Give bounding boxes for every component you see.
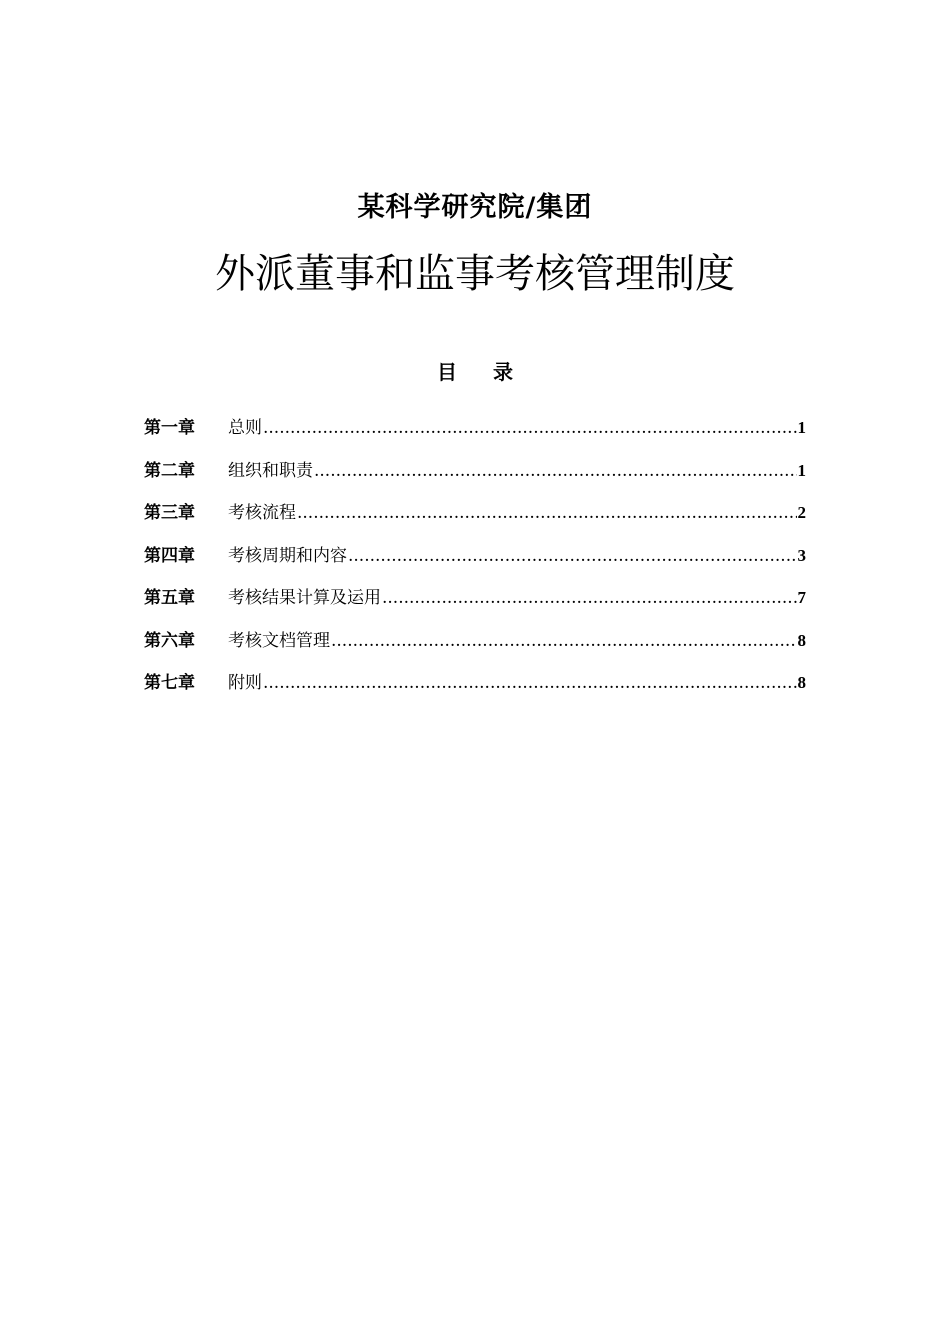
toc-chapter-title: 总则 [228,418,262,438]
toc-dot-leader [297,498,797,528]
toc-entry[interactable] [144,456,806,499]
toc-heading: 目录 [437,360,549,384]
toc-page-number: 8 [797,673,806,692]
organization-title: 某科学研究院/集团 [357,192,593,223]
toc-chapter-number: 第七章 [144,673,195,693]
toc-dot-leader [263,413,797,443]
toc-page-number: 8 [797,630,806,650]
toc-chapter-title: 考核文档管理 [228,630,330,651]
toc-chapter-title: 考核流程 [228,503,296,523]
toc-dot-leader [331,626,797,656]
toc-chapter-number: 第一章 [144,418,195,438]
toc-dot-leader [348,541,797,571]
toc-entry[interactable] [144,541,806,584]
toc-page-number: 7 [797,588,806,607]
toc-page-number: 1 [797,418,806,437]
toc-entry[interactable] [144,583,806,626]
toc-page-number: 1 [797,460,806,480]
toc-chapter-title: 组织和职责 [228,460,313,481]
toc-entry[interactable] [144,413,806,456]
toc-page-number: 3 [797,545,806,565]
toc-dot-leader [263,668,797,698]
toc-dot-leader [314,456,797,486]
toc-chapter-title: 考核周期和内容 [228,545,347,566]
toc-dot-leader [382,583,797,613]
table-of-contents [144,413,806,711]
toc-chapter-title: 考核结果计算及运用 [228,588,381,608]
toc-chapter-number: 第六章 [144,630,195,651]
toc-chapter-number: 第四章 [144,545,195,566]
toc-entry[interactable] [144,668,806,711]
toc-chapter-number: 第三章 [144,503,195,523]
toc-entry[interactable] [144,626,806,669]
document-title: 外派董事和监事考核管理制度 [215,251,735,297]
toc-entry[interactable] [144,498,806,541]
toc-page-number: 2 [797,503,806,522]
toc-chapter-title: 附则 [228,673,262,693]
toc-chapter-number: 第二章 [144,460,195,481]
toc-chapter-number: 第五章 [144,588,195,608]
